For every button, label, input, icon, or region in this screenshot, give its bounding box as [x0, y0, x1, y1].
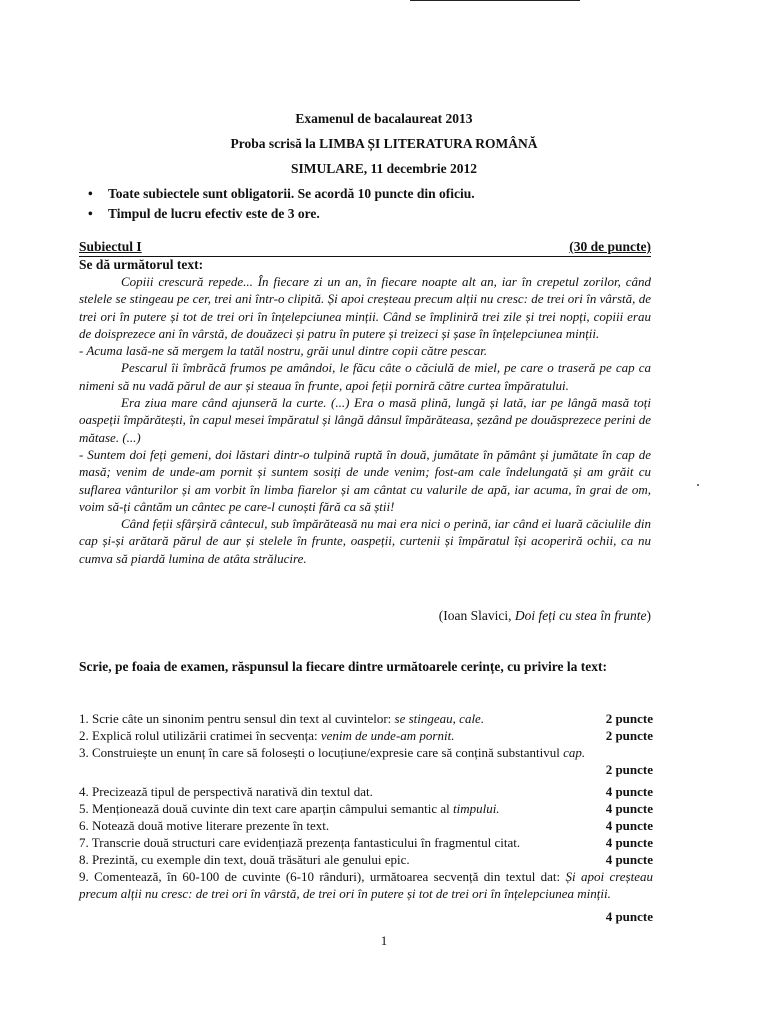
question-text: 5. Menționează două cuvinte din text care aparțin câmpului semantic al — [79, 801, 453, 816]
question-text: 8. Prezintă, cu exemple din text, două trăsături ale genului epic. — [79, 852, 410, 867]
passage-intro: Se dă următorul text: — [79, 257, 204, 272]
rules-list — [88, 184, 475, 223]
question-text: 4. Precizează tipul de perspectivă narativă din textul dat. — [79, 784, 373, 799]
task-instructions: Scrie, pe foaia de examen, răspunsul la fiecare dintre următoarele cerințe, cu privire la text: — [79, 659, 608, 674]
question-points: 4 puncte — [605, 909, 653, 924]
question-item — [79, 851, 653, 868]
passage-paragraph: Copiii crescură repede... În fiecare zi un an, în fiecare noapte alt an, iar în crepetul zorilor, când stelele se stingeau pe cer, trei ani într-o clipită. Și apoi creșteau precum alții nu cresc: de trei ori în vârstă, de trei ori în putere și tot de trei ori în înțelepciunea minții. Când se împliniră trei zile și trei nopți, copiii erau de doisprezece ani în vârstă, de douăzeci și patru în putere și treizeci și șase în înțelepciunea minții. — [79, 274, 651, 341]
question-item — [79, 817, 653, 834]
section-title: Subiectul I — [79, 239, 142, 254]
source-work: Doi feți cu stea în frunte — [514, 608, 647, 623]
question-text: 1. Scrie câte un sinonim pentru sensul din text al cuvintelor: — [79, 711, 395, 726]
question-list — [79, 710, 653, 925]
exam-date: SIMULARE, 11 decembrie 2012 — [291, 161, 477, 176]
top-edge-rule — [410, 0, 580, 1]
question-item — [79, 727, 653, 744]
passage-paragraph: Pescarul îi îmbrăcă frumos pe amândoi, le făcu câte o căciulă de miel, pe care o traseră pe cap ca nimeni să nu vadă părul de aur și steaua în frunte, apoi feții porniră către curtea împăratului. — [79, 360, 651, 393]
passage-source — [439, 607, 651, 625]
passage-paragraph: Când feții sfârșiră cântecul, sub împărăteasă nu mai era nici o perină, iar când ei luară căciulile din cap și-și arătară părul de aur și stelele în frunte, oaspeții, curtenii și împăratul își acoperiră ochii, ca nu cumva să piardă lumina de atâta strălucire. — [79, 516, 651, 566]
passage-paragraph: Era ziua mare când ajunseră la curte. (...) Era o masă plină, lungă și lată, iar pe lângă masă toți oaspeții împărătești, în capul mesei împăratul și lângă dânsul împărăteasa, șezând pe douăsprezece perini de mătase. (...) — [79, 395, 651, 445]
literary-passage — [79, 273, 651, 567]
exam-subject: Proba scrisă la LIMBA ȘI LITERATURA ROMÂNĂ — [230, 136, 538, 151]
question-text: 3. Construiește un enunț în care să folosești o locuțiune/expresie care să conțină substantivul — [79, 745, 564, 760]
question-item — [79, 868, 653, 902]
question-points: 4 puncte — [605, 835, 653, 850]
question-text: 9. Comentează, în 60-100 de cuvinte (6-10 rânduri), următoarea secvență din textul dat: — [79, 869, 566, 884]
question-points: 2 puncte — [605, 762, 653, 777]
question-quote: cap. — [563, 745, 586, 760]
rule-item: • Timpul de lucru efectiv este de 3 ore. — [88, 204, 475, 224]
question-text: 2. Explică rolul utilizării cratimei în secvența: — [79, 728, 321, 743]
question-points: 4 puncte — [605, 784, 653, 799]
section-points: (30 de puncte) — [569, 239, 651, 254]
rule-item: • Toate subiectele sunt obligatorii. Se acordă 10 puncte din oficiu. — [88, 184, 475, 204]
question-points: 2 puncte — [605, 711, 653, 726]
source-close: ) — [646, 608, 651, 623]
page-number: 1 — [380, 933, 388, 948]
scan-speck — [697, 484, 699, 486]
question-text: 7. Transcrie două structuri care evidențiază prezența fantasticului în fragmentul citat. — [79, 835, 521, 850]
question-points: 4 puncte — [605, 801, 653, 816]
question-item — [79, 800, 653, 817]
question-quote: se stingeau, cale. — [394, 711, 485, 726]
question-quote: Și apoi creșteau precum alții nu cresc: de trei ori în vârstă, de trei ori în putere și tot de trei ori în înțelepciunea minții. — [79, 869, 654, 901]
question-quote: venim de unde-am pornit. — [320, 728, 455, 743]
question-points: 2 puncte — [605, 728, 653, 743]
question-item — [79, 710, 653, 727]
section-heading — [79, 236, 651, 257]
question-item — [79, 834, 653, 851]
passage-dialogue: - Suntem doi feți gemeni, doi lăstari dintr-o tulpină ruptă în două, jumătate în pământ și jumătate în cap de masă; venim de unde-am pornit și suntem sosiți de unde venim; fost-am cale îndelungată și am grăit cu suflarea vânturilor și am vorbit în limba fiarelor și am cântat cu valurile de apă, iar acuma, în grai de om, voim să-ți cântăm un cântec pe care-l cunoști fără ca să știi! — [79, 446, 651, 514]
source-author: (Ioan Slavici, — [438, 608, 515, 623]
question-text: 6. Notează două motive literare prezente în text. — [79, 818, 330, 833]
question-item — [79, 783, 653, 800]
question-quote: timpului. — [452, 801, 500, 816]
question-points: 4 puncte — [605, 818, 653, 833]
question-item — [79, 744, 653, 761]
question-points: 4 puncte — [605, 852, 653, 867]
passage-dialogue: - Acuma lasă-ne să mergem la tatăl nostru, grăi unul dintre copii către pescar. — [79, 343, 488, 359]
exam-title: Examenul de bacalaureat 2013 — [295, 111, 473, 126]
